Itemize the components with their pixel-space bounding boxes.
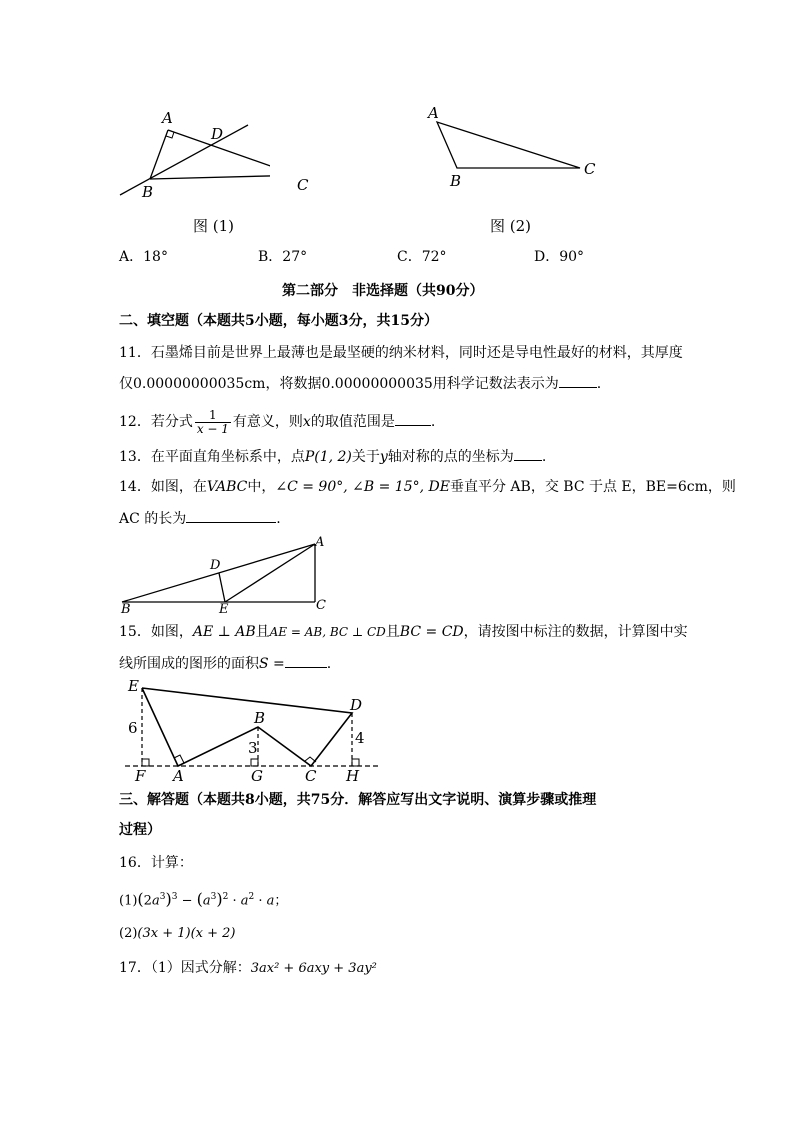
q14-label-B: B <box>121 602 131 617</box>
q13-line: 13．在平面直角坐标系中，点P(1, 2)关于y轴对称的点的坐标为 . <box>119 446 546 467</box>
q14-segment-AE <box>225 544 315 602</box>
q14-label-A: A <box>315 535 325 550</box>
q15-label-B: B <box>254 709 266 727</box>
q14-answer-blank[interactable] <box>186 508 276 523</box>
q11-line1: 11．石墨烯目前是世界上最薄也是最坚硬的纳米材料，同时还是导电性最好的材料，其厚度 <box>119 345 683 361</box>
fig2-label-B: B <box>450 172 462 190</box>
fig2-label-C: C <box>584 160 596 178</box>
fig1-segment-BC <box>150 175 270 179</box>
q14-line1: 14．如图，在VABC中，∠C = 90°, ∠B = 15°, DE垂直平分 AB，交 BC 于点 E，BE=6cm，则 <box>119 479 736 495</box>
q14-label-C: C <box>316 598 326 613</box>
q15-label-A: A <box>173 767 184 785</box>
q14-label-D: D <box>210 558 221 573</box>
q15-label-E: E <box>128 677 139 695</box>
fig1-label-C: C <box>297 176 309 194</box>
fig1-label-B: B <box>142 183 154 201</box>
q11-line2: 仅0.00000000035cm，将数据0.00000000035用科学记数法表示为 . <box>119 373 601 394</box>
fig1-caption: 图 (1) <box>193 217 235 235</box>
q16-title: 16．计算： <box>119 855 193 871</box>
fig2-caption: 图 (2) <box>490 217 532 235</box>
q17-line: 17．（1）因式分解：3ax² + 6axy + 3ay² <box>119 960 377 976</box>
q12-fraction: $\frac{1}{x - 1}$ <box>196 407 229 436</box>
q13-answer-blank[interactable] <box>514 446 542 461</box>
q16-part1: $(1)(2a^3)^3 - (a^3)^2 \cdot a^2 \cdot a$； <box>119 889 288 909</box>
figure-2 <box>420 100 605 195</box>
q15-number-6: 6 <box>128 719 138 737</box>
q15-label-G: G <box>251 767 263 785</box>
q15-right-angle-H <box>352 759 359 766</box>
section3-heading-line1: 三、解答题（本题共8小题，共75分．解答应写出文字说明、演算步骤或推理 <box>119 792 597 808</box>
q14-label-E: E <box>219 602 229 617</box>
q15-right-angle-C <box>305 757 316 762</box>
figure-1 <box>110 105 270 205</box>
q15-label-C: C <box>305 767 317 785</box>
q15-line2: 线所围成的图形的面积S = . <box>119 653 331 674</box>
q15-outline-E-A-B-C-D-E <box>142 688 352 766</box>
q14-segment-DE <box>219 573 225 602</box>
option-c: C．72° <box>397 249 447 265</box>
q16-part2: (2)(3x + 1)(x + 2) <box>119 926 236 941</box>
q14-segment-AB <box>122 544 315 602</box>
section3-heading-line2: 过程） <box>119 822 161 838</box>
option-a: A．18° <box>119 249 168 265</box>
q12-line: 12．若分式 $\frac{1}{x - 1}$ 有意义，则x的取值范围是 . <box>119 407 436 436</box>
q14-line2: AC 的长为 . <box>119 508 281 529</box>
q15-label-H: H <box>346 767 360 785</box>
section2-heading: 二、填空题（本题共5小题，每小题3分，共15分） <box>119 313 438 329</box>
q11-answer-blank[interactable] <box>559 373 597 388</box>
q15-figure <box>115 673 390 785</box>
q14-figure <box>115 533 340 618</box>
q15-right-angle-G <box>251 759 258 766</box>
q15-line1: 15．如图，AE ⊥ AB且AE = AB, BC ⊥ CD且BC = CD，请按图中标注的数据，计算图中实 <box>119 624 688 640</box>
option-d: D．90° <box>534 249 585 265</box>
option-b: B．27° <box>258 249 308 265</box>
q15-number-4: 4 <box>355 729 365 747</box>
q15-label-F: F <box>135 767 146 785</box>
part2-heading: 第二部分 非选择题（共90分） <box>282 283 484 299</box>
figure-1-right <box>270 170 320 200</box>
q15-number-3: 3 <box>248 739 258 757</box>
fig1-segment-AB <box>150 130 168 179</box>
q15-right-angle-F <box>142 759 149 766</box>
fig1-label-A: A <box>162 109 173 127</box>
q12-answer-blank[interactable] <box>395 411 431 426</box>
fig1-label-D: D <box>211 125 224 143</box>
q15-label-D: D <box>350 696 363 714</box>
q15-answer-blank[interactable] <box>285 653 327 668</box>
fig2-triangle-ABC <box>437 122 580 168</box>
fig2-label-A: A <box>428 104 439 122</box>
